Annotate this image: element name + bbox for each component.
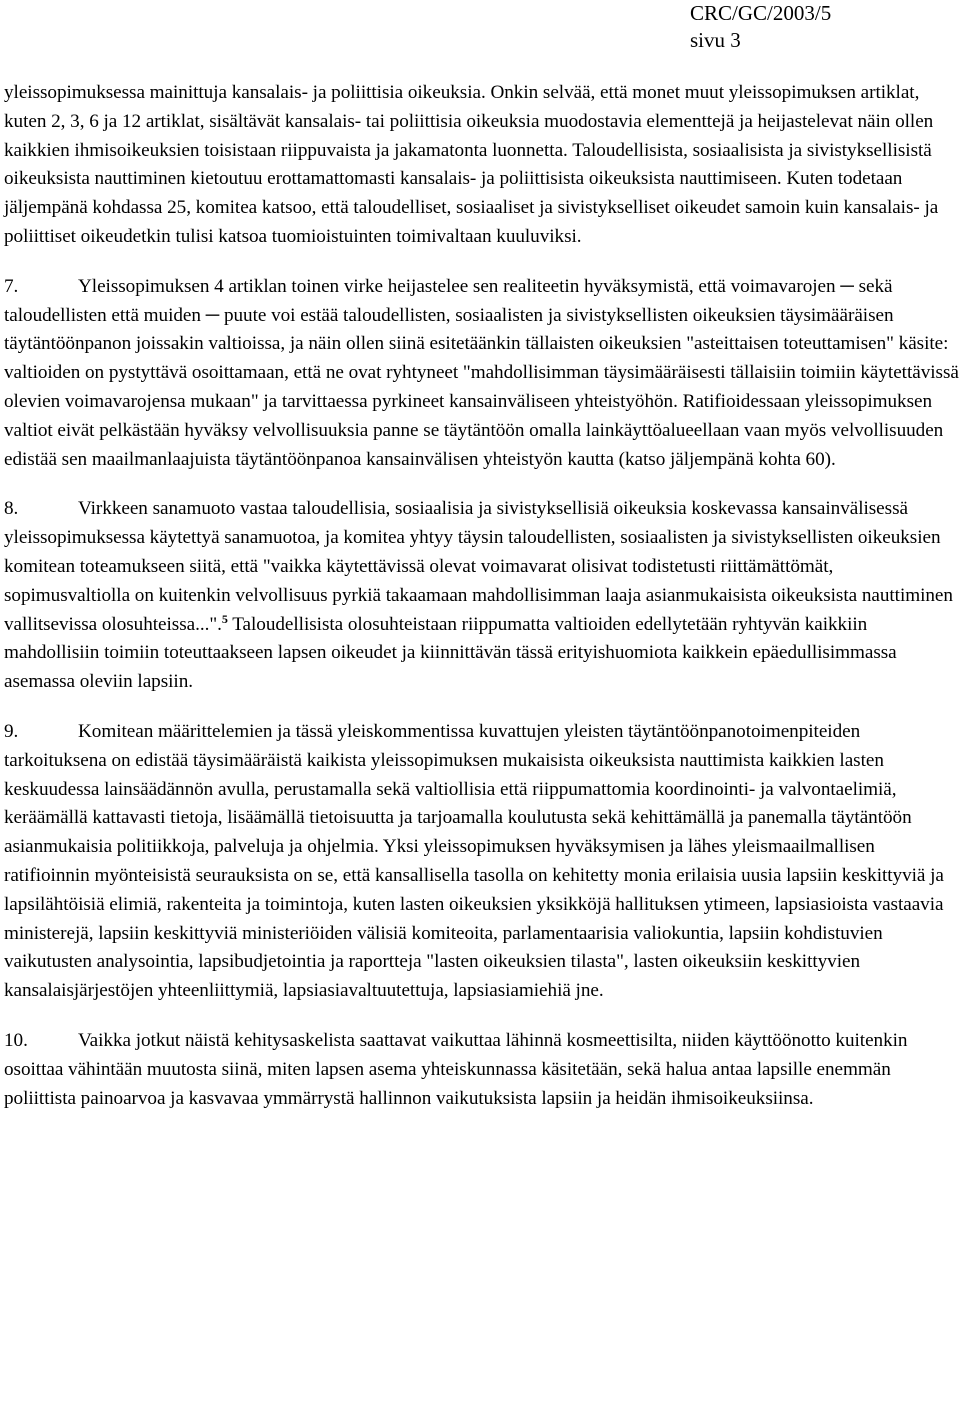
page-header	[690, 0, 950, 54]
paragraph-number: 10.	[4, 1029, 28, 1051]
paragraph-text: Komitean määrittelemien ja tässä yleiskommentissa kuvattujen yleisten täytäntöönpanotoimenpiteiden tarkoituksena on edistää täysimääräistä kaikista yleissopimuksen mukaisista oikeuksista nauttimista kaikkien lasten keskuudessa lainsäädännön avulla, perustamalla sekä valtiollisia että riippumattomia koordinointi- ja valvontaelimiä, keräämällä kattavasti tietoja, lisäämällä tietoisuutta ja tarjoamalla koulutusta sekä kehittämällä ja panemalla täytäntöön asianmukaisia politiikkoja, palveluja ja ohjelmia. Yksi yleissopimuksen hyväksymisen ja lähes yleismaailmallisen ratifioinnin myönteisistä seurauksista on se, että kansallisella tasolla on kehitetty monia erilaisia uusia lapsiin keskittyviä ja lapsilähtöisiä elimiä, rakenteita ja toimintoja, kuten lasten oikeuksien yksikköjä hallituksen ytimeen, lapsiasioista vastaavia ministerejä, lapsiin keskittyviä ministeriöiden välisiä komiteoita, parlamentaarisia valiokuntia, lapsiin kohdistuvien vaikutusten analysointia, lapsibudjetointia ja raportteja "lasten oikeuksien tilasta", lasten oikeuksiin keskittyvien kansalaisjärjestöjen yhteenliittymiä, lapsiasiavaltuutettuja, lapsiasiamiehiä jne.	[4, 720, 944, 1002]
paragraph-8	[4, 495, 959, 697]
paragraph-text: Virkkeen sanamuoto vastaa taloudellisia, sosiaalisia ja sivistyksellisiä oikeuksia koskevassa kansainvälisessä yleissopimuksessa käytettyä sanamuotoa, ja komitea yhtyy täysin taloudellisten, sosiaalisten ja sivistyksellisten oikeuksien komitean toteamukseen siitä, että "vaikka käytettävissä olevat voimavarat olisivat todistetusti riittämättömät, sopimusvaltiolla on kuitenkin velvollisuus pyrkiä takaamaan mahdollisimman laaja asianmukaisista oikeuksista nauttiminen vallitsevissa olosuhteissa...".	[4, 498, 953, 635]
paragraph-text: yleissopimuksessa mainittuja kansalais- ja poliittisia oikeuksia. Onkin selvää, että monet muut yleissopimuksen artiklat, kuten 2, 3, 6 ja 12 artiklat, sisältävät kansalais- tai poliittisia oikeuksia muodostavia elementtejä ja heijastelevat näin ollen kaikkien ihmisoikeuksien toisistaan riippuvaista ja jakamatonta luonnetta. Taloudellisista, sosiaalisista ja sivistyksellisistä oikeuksista nauttiminen kietoutuu erottamattomasti kansalais- ja poliittisista oikeuksista nauttimiseen. Kuten todetaan jäljempänä kohdassa 25, komitea katsoo, että taloudelliset, sosiaaliset ja sivistykselliset oikeudet samoin kuin kansalais- ja poliittiset oikeudetkin tulisi katsoa tuomioistuinten toimivaltaan kuuluviksi.	[4, 82, 939, 247]
paragraph-text-continued: Taloudellisista olosuhteistaan riippumatta valtioiden edellytetään ryhtyvän kaikkiin mahdollisiin toimiin toteuttaakseen lapsen oikeudet ja kiinnittävän tässä erityishuomiota kaikkein epäedullisimmassa asemassa oleviin lapsiin.	[4, 613, 897, 693]
paragraph-text: Vaikka jotkut näistä kehitysaskelista saattavat vaikuttaa lähinnä kosmeettisilta, niiden käyttöönotto kuitenkin osoittaa vähintään muutosta siinä, miten lapsen asema yhteiskunnassa käsitetään, sekä halua antaa lapsille enemmän poliittista painoarvoa ja kasvavaa ymmärrystä hallinnon vaikutuksista lapsiin ja heidän ihmisoikeuksiinsa.	[4, 1029, 908, 1109]
page-number: sivu 3	[690, 28, 741, 52]
paragraph-10	[4, 1027, 959, 1113]
footnote-reference[interactable]: 5	[221, 611, 228, 626]
document-body	[4, 79, 959, 1134]
document-symbol: CRC/GC/2003/5	[690, 1, 832, 25]
paragraph-number: 8.	[4, 498, 19, 520]
paragraph-number: 9.	[4, 720, 19, 742]
paragraph-7	[4, 273, 959, 475]
paragraph-9	[4, 718, 959, 1006]
paragraph-number: 7.	[4, 275, 19, 297]
paragraph-continuation	[4, 79, 959, 252]
paragraph-text: Yleissopimuksen 4 artiklan toinen virke heijastelee sen realiteetin hyväksymistä, että voimavarojen ─ sekä taloudellisten että muiden ─ puute voi estää taloudellisten, sosiaalisten ja sivistyksellisten oikeuksien täysimääräisen täytäntöönpanon joissakin valtioissa, ja näin ollen siinä esitetäänkin tällaisten oikeuksien "asteittaisen toteuttamisen" käsite: valtioiden on pystyttävä osoittamaan, että ne ovat ryhtyneet "mahdollisimman täysimääräisesti tällaisiin toimiin käytettävissä olevien voimavarojensa mukaan" ja tarvittaessa pyrkineet kansainväliseen yhteistyöhön. Ratifioidessaan yleissopimuksen valtiot eivät pelkästään hyväksy velvollisuuksia panne se täytäntöön omalla lainkäyttöalueellaan vaan myös velvollisuuden edistää sen maailmanlaajuista täytäntöönpanoa kansainvälisen yhteistyön kautta (katso jäljempänä kohta 60).	[4, 275, 959, 470]
